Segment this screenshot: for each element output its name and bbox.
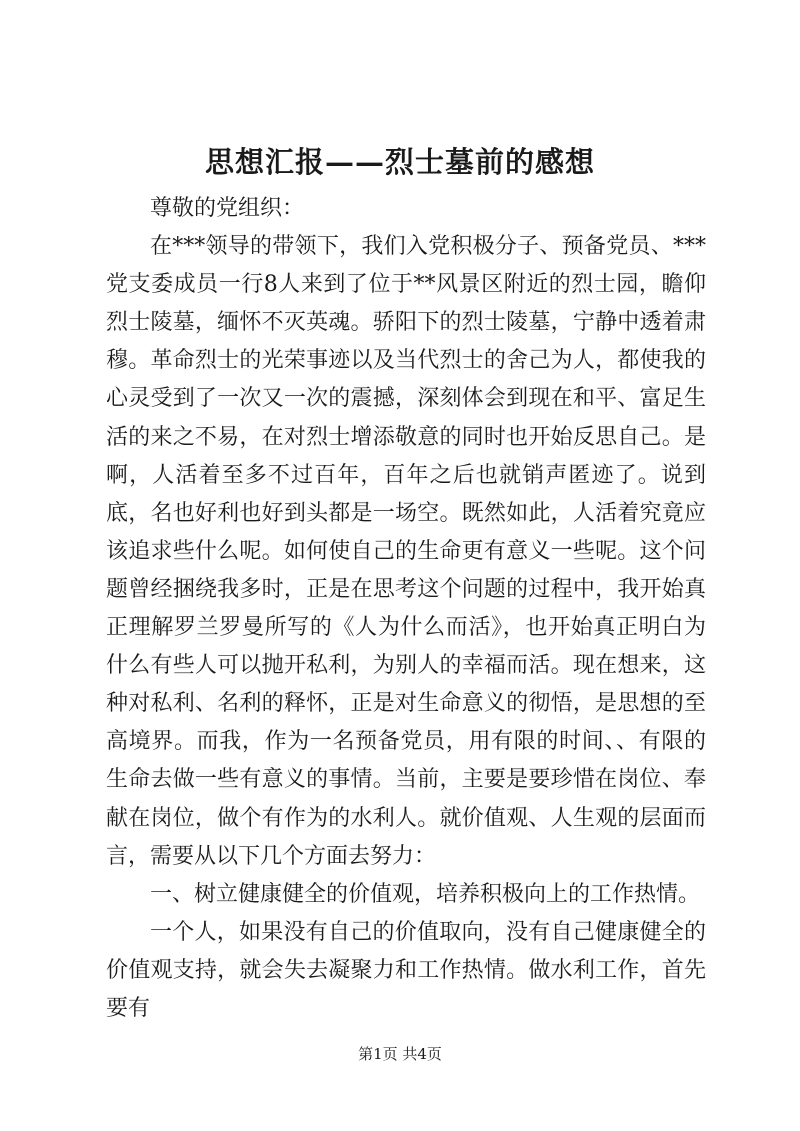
- salutation: 尊敬的党组织：: [150, 196, 305, 221]
- document-title: 思想汇报——烈士墓前的感想: [204, 145, 595, 179]
- paragraph-1: 在***领导的带领下，我们入党积极分子、预备党员、***党支委成员一行8人来到了位于**风景区附近的烈士园，瞻仰烈士陵墓，缅怀不灭英魂。骄阳下的烈士陵墓，宁静中透着肃穆。革命烈士的光荣事迹以及当代烈士的舍己为人，都使我的心灵受到了一次又一次的震撼，深刻体会到现在和平、富足生活的来之不易，在对烈士增添敬意的同时也开始反思自己。是啊，人活着至多不过百年，百年之后也就销声匿迹了。说到底，名也好利也好到头都是一场空。既然如此，人活着究竟应该追求些什么呢。如何使自己的生命更有意义一些呢。这个问题曾经捆绕我多时，正是在思考这个问题的过程中，我开始真正理解罗兰罗曼所写的《人为什么而活》，也开始真正明白为什么有些人可以抛开私利，为别人的幸福而活。现在想来，这种对私利、名利的释怀，正是对生命意义的彻悟，是思想的至高境界。而我，作为一名预备党员，用有限的时间、、有限的生命去做一些有意义的事情。当前，主要是要珍惜在岗位、奉献在岗位，做个有作为的水利人。就价值观、人生观的层面而言，需要从以下几个方面去努力：: [106, 234, 706, 869]
- page-footer: 第1页 共4页: [358, 1045, 442, 1063]
- document-body: [106, 190, 706, 1028]
- paragraph-2-heading: 一、树立健康健全的价值观，培养积极向上的工作热情。: [150, 881, 701, 907]
- paragraph-3: 一个人，如果没有自己的价值取向，没有自己健康健全的价值观支持，就会失去凝聚力和工作热情。做水利工作，首先要有: [106, 919, 706, 1021]
